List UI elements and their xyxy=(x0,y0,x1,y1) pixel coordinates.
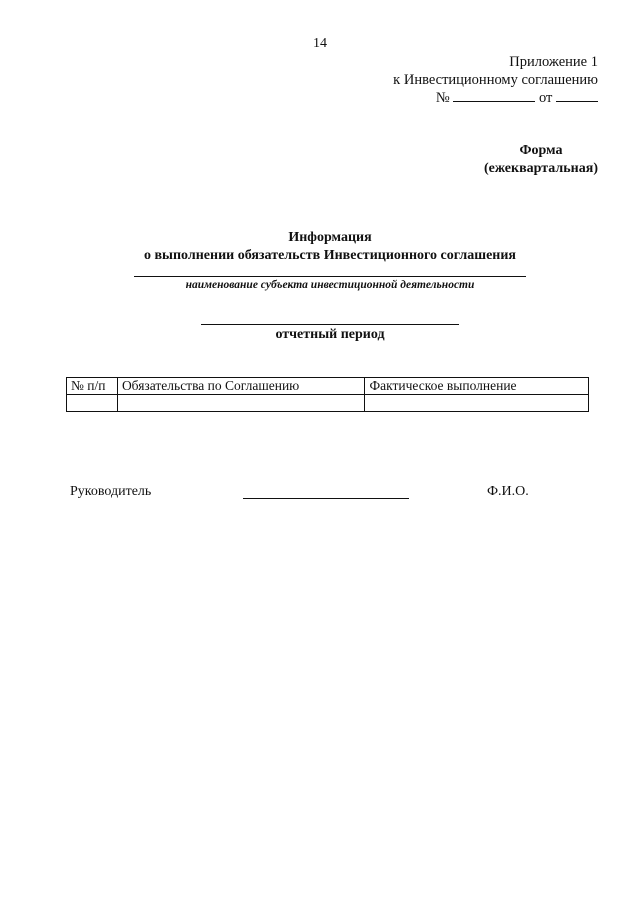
column-header-number: № п/п xyxy=(67,378,118,395)
table-header-row xyxy=(67,378,589,395)
column-header-actual: Фактическое выполнение xyxy=(365,378,589,395)
subject-name-caption: наименование субъекта инвестиционной деятельности xyxy=(185,279,475,291)
appendix-title: Приложение 1 xyxy=(509,54,598,70)
form-label xyxy=(484,142,598,178)
obligations-table xyxy=(66,377,589,412)
column-header-obligations: Обязательства по Соглашению xyxy=(117,378,365,395)
table-cell xyxy=(365,395,589,412)
agreement-date-blank xyxy=(556,89,598,102)
appendix-reference: к Инвестиционному соглашению xyxy=(393,72,598,88)
agreement-number-blank xyxy=(453,89,535,102)
reporting-period-line xyxy=(201,324,459,325)
reporting-period-caption: отчетный период xyxy=(275,327,385,342)
table-row xyxy=(67,395,589,412)
signer-name: Ф.И.О. xyxy=(487,484,529,499)
table-cell xyxy=(117,395,365,412)
form-title: Форма xyxy=(519,143,563,158)
date-prefix: от xyxy=(538,90,553,106)
signer-role: Руководитель xyxy=(70,484,152,499)
appendix-header xyxy=(393,53,598,107)
title-line-2: о выполнении обязательств Инвестиционного соглашения xyxy=(144,248,516,263)
signature-line xyxy=(243,498,409,499)
document-title xyxy=(0,229,640,265)
subject-name-line xyxy=(134,276,526,277)
page-number: 14 xyxy=(313,36,327,51)
agreement-number-line xyxy=(393,89,598,107)
table-cell xyxy=(67,395,118,412)
title-line-1: Информация xyxy=(288,230,372,245)
number-prefix: № xyxy=(435,90,450,106)
form-periodicity: (ежеквартальная) xyxy=(483,161,598,176)
